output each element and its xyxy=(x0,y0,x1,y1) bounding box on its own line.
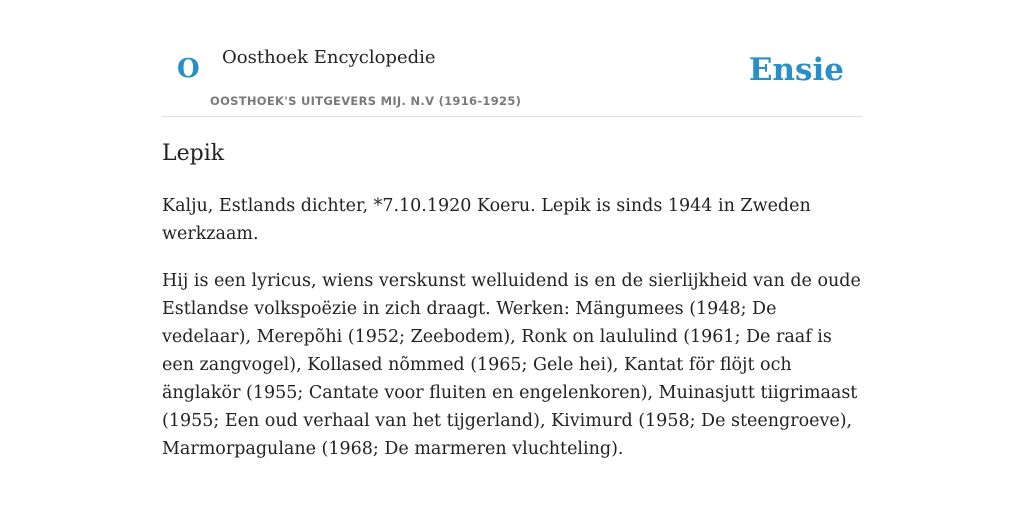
page-header xyxy=(162,0,862,117)
book-title[interactable]: Oosthoek Encyclopedie xyxy=(222,47,436,68)
book-logo[interactable]: O xyxy=(177,54,200,84)
brand-logo-link[interactable]: Ensie xyxy=(748,52,844,88)
article-paragraph-2: Hij is een lyricus, wiens verskunst welluidend is en de sierlijkheid van de oude Estlandse volkspoëzie in zich draagt. Werken: Mängumees (1948; De vedelaar), Merepõhi (1952; Zeebodem), Ronk on laululind (1961; De raaf is een zangvogel), Kollased nõmmed (1965; Gele hei), Kantat för flöjt och änglakör (1955; Cantate voor fluiten en engelenkoren), Muinasjutt tiigrimaast (1955; Een oud verhaal van het tijgerland), Kivimurd (1958; De steengroeve), Marmorpagulane (1968; De marmeren vluchteling). xyxy=(162,271,861,459)
publisher-subtitle: OOSTHOEK'S UITGEVERS MIJ. N.V (1916-1925) xyxy=(210,94,522,108)
article-title: Lepik xyxy=(162,141,225,166)
article-paragraph-1: Kalju, Estlands dichter, *7.10.1920 Koeru. Lepik is sinds 1944 in Zweden werkzaam. xyxy=(162,196,811,244)
article xyxy=(162,138,862,482)
